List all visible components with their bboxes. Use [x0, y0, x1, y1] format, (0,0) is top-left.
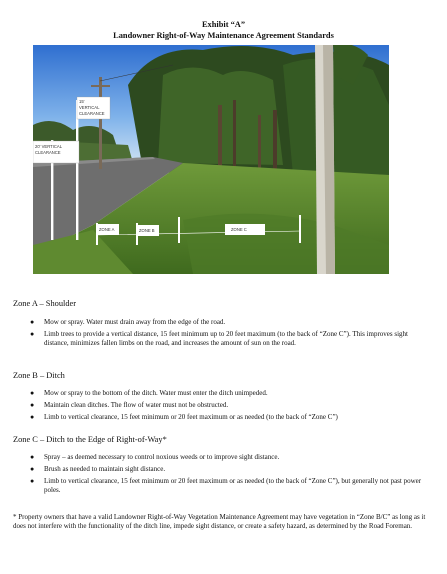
zone-c-heading: Zone C – Ditch to the Edge of Right-of-Way*	[13, 435, 167, 444]
list-item: ● Maintain clean ditches. The flow of water must not be obstructed.	[30, 400, 229, 409]
zone-b-label: ZONE B	[139, 228, 155, 233]
footnote: * Property owners that have a valid Landowner Right-of-Way Vegetation Maintenance Agreement may have vegetation in “Zone B/C” as long as it does not interfere with the functionality of the ditch line, impede sight distance, or create a safety hazard, as determined by the Road Foreman.	[13, 513, 426, 531]
bullet-icon: ●	[30, 400, 35, 409]
vertical-clearance-15-sign	[77, 97, 110, 119]
sign-20-line1: 20' VERTICAL	[35, 144, 63, 149]
zone-a-sign	[97, 224, 119, 235]
zone-c-sign	[225, 224, 265, 235]
bullet-icon: ●	[30, 329, 35, 338]
right-of-way-photo	[33, 45, 389, 274]
vertical-clearance-20-sign	[33, 141, 79, 163]
list-item: ● Spray – as deemed necessary to control noxious weeds or to improve sight distance.	[30, 453, 280, 461]
zone-c-list	[30, 453, 425, 498]
sign-15-line3: CLEARANCE	[79, 111, 105, 116]
zone-a-heading: Zone A – Shoulder	[13, 299, 77, 308]
bullet-icon: ●	[30, 453, 35, 461]
bullet-icon: ●	[30, 476, 35, 485]
zone-a-list	[30, 318, 425, 351]
zone-b-list	[30, 389, 425, 424]
exhibit-label: Exhibit “A”	[201, 20, 246, 29]
bullet-icon: ●	[30, 318, 35, 326]
bullet-icon: ●	[30, 412, 35, 421]
zone-c-label: ZONE C	[231, 227, 247, 232]
sign-15-line1: 15'	[79, 99, 85, 104]
bullet-icon: ●	[30, 464, 35, 473]
list-item: ● Mow or spray. Water must drain away from the edge of the road.	[30, 318, 226, 326]
list-item: ● Mow or spray to the bottom of the ditch. Water must enter the ditch unimpeded.	[30, 389, 268, 397]
zone-b-heading: Zone B – Ditch	[13, 371, 65, 380]
list-item: ● Limb to vertical clearance, 15 feet minimum or 20 feet maximum or as needed (to the back of “Zone C”), but generally not past power poles.	[30, 476, 422, 494]
sign-15-line2: VERTICAL	[79, 105, 100, 110]
list-item: ● Brush as needed to maintain sight distance.	[30, 464, 166, 473]
sign-20-line2: CLEARANCE	[35, 150, 61, 155]
document-title: Landowner Right-of-Way Maintenance Agreement Standards	[113, 31, 334, 40]
list-item: ● Limb trees to provide a vertical distance, 15 feet minimum up to 20 feet maximum (to the back of “Zone C”). This improves sight distance, minimizes fallen limbs on the road, and increases the amount of sun on the road.	[30, 329, 408, 347]
bullet-icon: ●	[30, 389, 35, 397]
list-item: ● Limb to vertical clearance, 15 feet minimum or 20 feet maximum or as needed (to the back of “Zone C”)	[30, 412, 338, 421]
zone-b-sign	[137, 225, 159, 236]
zone-a-label: ZONE A	[99, 227, 115, 232]
